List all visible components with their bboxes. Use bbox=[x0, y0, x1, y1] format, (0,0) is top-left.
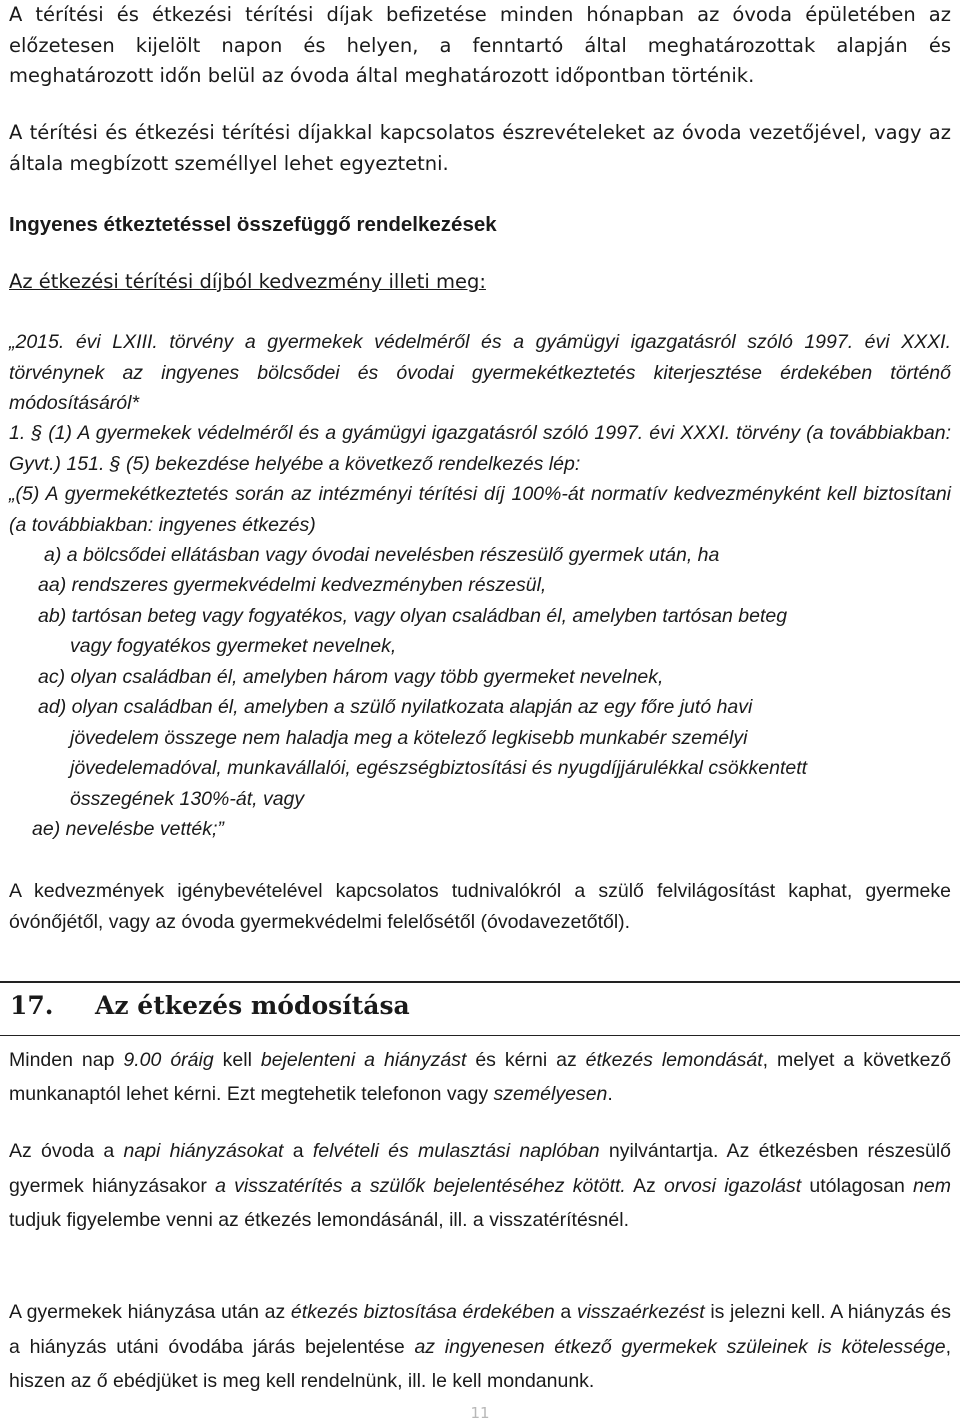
absence-record-paragraph: Az óvoda a napi hiányzásokat a felvételi és mulasztási naplóban nyilvántartja. Az étkezésben részesülő gyermek hiányzásakor a visszatérítés a szülők bejelentéséhez kötött. Az orvosi igazolást utólagosan nem tudjuk figyelembe venni az étkezés lemondásánál, ill. a visszatérítésnél. bbox=[9, 1140, 952, 1231]
list-item: a) a bölcsődei ellátásban vagy óvodai nevelésben részesülő gyermek után, ha bbox=[44, 544, 720, 566]
closing-paragraph: A kedvezmények igénybevételével kapcsolatos tudnivalókról a szülő felvilágosítást kaphat, gyermeke óvónőjétől, vagy az óvoda gyermekvédelmi felelősétől (óvodavezetőtől). bbox=[9, 880, 951, 933]
list-item: aa) rendszeres gyermekvédelmi kedvezményben részesül, bbox=[38, 574, 547, 596]
payment-paragraph: A térítési és étkezési térítési díjak befizetése minden hónapban az óvoda épületében az előzetesen kijelölt napon és helyen, a fenntartó által meghatározottak alapján és meghatározott időn belül az óvoda által meghatározott időpontban történik. bbox=[9, 3, 951, 87]
return-notice-paragraph: A gyermekek hiányzása után az étkezés biztosítása érdekében a visszaérkezést is jelezni kell. A hiányzás és a hiányzás utáni óvodába járás bejelentése az ingyenesen étkező gyermekek szüleinek is kötelessége, hiszen az ő ebédjüket is meg kell rendelnünk, ill. le kell mondanunk. bbox=[9, 1301, 951, 1392]
law-amendment: 1. § (1) A gyermekek védelméről és a gyámügyi igazgatásról szóló 1997. évi XXXI. törvény (a továbbiakban: Gyvt.) 151. § (5) bekezdése helyébe a következő rendelkezés lép: bbox=[9, 422, 951, 475]
law-title: „2015. évi LXIII. törvény a gyermekek védelméről és a gyámügyi igazgatásról szóló 1997. évi XXXI. törvénynek az ingyenes bölcsődei és óvodai gyermekétkeztetés kiterjesztése érdekében történő módosításáról* bbox=[9, 331, 951, 414]
law-text: „(5) A gyermekétkeztetés során az intézményi térítési díj 100%-át normatív kedvezményként kell biztosítani (a továbbiakban: ingyenes étkezés) bbox=[9, 483, 951, 536]
discount-subheading: Az étkezési térítési díjból kedvezmény illeti meg: bbox=[9, 270, 486, 293]
page-number: 11 bbox=[470, 1404, 490, 1422]
list-item: ae) nevelésbe vették;” bbox=[32, 818, 224, 840]
list-item: jövedelemadóval, munkavállalói, egészségbiztosítási és nyugdíjjárulékkal csökkentett bbox=[70, 757, 808, 779]
complaints-paragraph: A térítési és étkezési térítési díjakkal kapcsolatos észrevételeket az óvoda vezetőjével, vagy az általa megbízott személlyel lehet egyeztetni. bbox=[9, 121, 951, 175]
list-item: vagy fogyatékos gyermeket nevelnek, bbox=[70, 635, 397, 657]
section-title: Az étkezés módosítása bbox=[95, 991, 410, 1020]
cancel-paragraph: Minden nap 9.00 óráig kell bejelenteni a hiányzást és kérni az étkezés lemondását, melyet a következő munkanaptól lehet kérni. Ezt megtehetik telefonon vagy személyesen. bbox=[9, 1049, 952, 1105]
list-item: ac) olyan családban él, amelyben három vagy több gyermeket nevelnek, bbox=[38, 666, 664, 688]
list-item: ad) olyan családban él, amelyben a szülő nyilatkozata alapján az egy főre jutó havi bbox=[38, 696, 753, 718]
section-number: 17. bbox=[10, 991, 54, 1020]
section-17-heading bbox=[0, 981, 960, 1036]
list-item: ab) tartósan beteg vagy fogyatékos, vagy olyan családban él, amelyben tartósan beteg bbox=[38, 605, 788, 627]
list-item: jövedelem összege nem haladja meg a kötelező legkisebb munkabér személyi bbox=[70, 727, 748, 749]
free-meals-heading: Ingyenes étkeztetéssel összefüggő rendelkezések bbox=[9, 213, 497, 236]
list-item: összegének 130%-át, vagy bbox=[70, 788, 305, 810]
